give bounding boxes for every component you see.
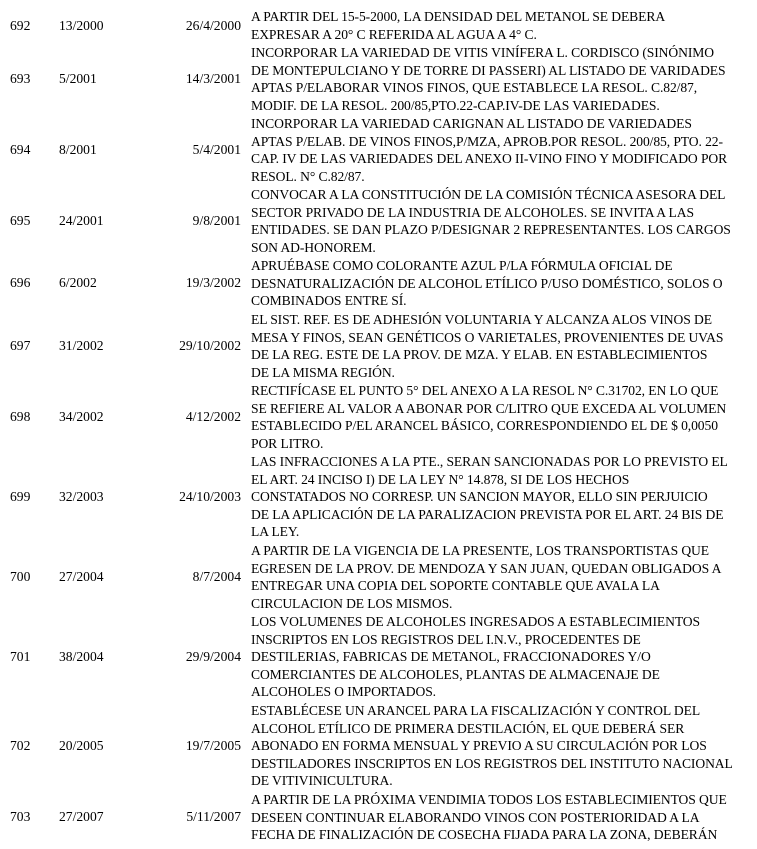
resolution-date: 4/12/2002 <box>185 409 241 425</box>
description-line: DESTILERIAS, FABRICAS DE METANOL, FRACCIONADORES Y/O <box>251 649 651 665</box>
description-line: CAP. IV DE LAS VARIEDADES DEL ANEXO II-VINO FINO Y MODIFICADO POR <box>251 151 728 167</box>
resolution-description <box>251 702 751 790</box>
resolution-number: 6/2002 <box>59 275 97 291</box>
description-line: MODIF. DE LA RESOL. 200/85,PTO.22-CAP.IV-DE LAS VARIEDADES. <box>251 97 660 113</box>
resolution-date: 26/4/2000 <box>185 17 241 33</box>
row-number: 699 <box>10 489 31 504</box>
description-line: DE LA MISMA REGIÓN. <box>251 364 395 380</box>
row-number: 698 <box>10 409 31 425</box>
description-line: ESTABLÉCESE UN ARANCEL PARA LA FISCALIZACIÓN Y CONTROL DEL <box>251 703 701 718</box>
description-line: ALCOHOL ETÍLICO DE PRIMERA DESTILACIÓN, EL QUE DEBERÁ SER <box>251 720 685 736</box>
description-line: SON AD-HONOREM. <box>251 239 376 255</box>
description-line: DE VITIVINICULTURA. <box>251 773 393 789</box>
description-line: RESOL. N° C.82/87. <box>251 168 365 184</box>
description-line: EL SIST. REF. ES DE ADHESIÓN VOLUNTARIA Y ALCANZA ALOS VINOS DE <box>251 312 712 327</box>
resolution-date: 29/10/2002 <box>179 338 241 354</box>
resolution-date: 24/10/2003 <box>179 489 241 504</box>
resolution-number: 31/2002 <box>59 338 104 354</box>
description-line: A PARTIR DE LA PRÓXIMA VENDIMIA TODOS LOS ESTABLECIMIENTOS QUE <box>251 792 727 807</box>
resolution-date: 19/7/2005 <box>185 738 241 753</box>
description-line: CONSTATADOS NO CORRESP. UN SANCION MAYOR, ELLO SIN PERJUICIO <box>251 489 708 505</box>
description-line: POR LITRO. <box>251 435 324 451</box>
resolution-number: 32/2003 <box>59 489 104 504</box>
row-number: 695 <box>10 213 31 229</box>
description-line: A PARTIR DE LA VIGENCIA DE LA PRESENTE, LOS TRANSPORTISTAS QUE <box>251 543 709 558</box>
description-line: CONVOCAR A LA CONSTITUCIÓN DE LA COMISIÓN TÉCNICA ASESORA DEL <box>251 187 726 202</box>
resolution-number: 20/2005 <box>59 738 104 753</box>
description-line: INSCRIPTOS EN LOS REGISTROS DEL I.N.V., PROCEDENTES DE <box>251 631 641 647</box>
description-line: INCORPORAR LA VARIEDAD DE VITIS VINÍFERA L. CORDISCO (SINÓNIMO <box>251 45 714 60</box>
resolution-description <box>251 257 751 310</box>
description-line: LAS INFRACCIONES A LA PTE., SERAN SANCIONADAS POR LO PREVISTO EL <box>251 454 728 469</box>
description-line: DE LA APLICACIÓN DE LA PARALIZACION PREVISTA POR EL ART. 24 BIS DE <box>251 506 724 522</box>
description-line: APTAS P/ELABORAR VINOS FINOS, QUE ESTABLECE LA RESOL. C.82/87, <box>251 80 698 96</box>
resolution-date: 9/8/2001 <box>192 213 241 229</box>
description-line: RECTIFÍCASE EL PUNTO 5° DEL ANEXO A LA RESOL N° C.31702, EN LO QUE <box>251 383 719 398</box>
resolution-date: 14/3/2001 <box>185 71 241 87</box>
row-number: 694 <box>10 142 31 158</box>
description-line: ALCOHOLES O IMPORTADOS. <box>251 684 436 700</box>
description-line: FECHA DE FINALIZACIÓN DE COSECHA FIJADA PARA LA ZONA, DEBERÁN <box>251 827 718 843</box>
description-line: DESEEN CONTINUAR ELABORANDO VINOS CON POSTERIORIDAD A LA <box>251 809 700 825</box>
description-line: LA LEY. <box>251 524 300 540</box>
resolution-date: 29/9/2004 <box>185 649 241 664</box>
resolution-date: 5/4/2001 <box>192 142 241 158</box>
description-line: ENTREGAR UNA COPIA DEL SOPORTE CONTABLE QUE AVALA LA <box>251 578 660 594</box>
resolution-date: 8/7/2004 <box>192 569 241 585</box>
resolution-number: 5/2001 <box>59 71 97 87</box>
row-number: 692 <box>10 17 31 33</box>
resolution-date: 19/3/2002 <box>185 275 241 291</box>
row-number: 693 <box>10 71 31 87</box>
resolution-description <box>251 791 751 844</box>
description-line: APRUÉBASE COMO COLORANTE AZUL P/LA FÓRMULA OFICIAL DE <box>251 258 673 273</box>
description-line: DE MONTEPULCIANO Y DE TORRE DI PASSERI) AL LISTADO DE VARIDADES <box>251 62 726 78</box>
description-line: ENTIDADES. SE DAN PLAZO P/DESIGNAR 2 REPRESENTANTES. LOS CARGOS <box>251 222 731 238</box>
description-line: DESTILADORES INSCRIPTOS EN LOS REGISTROS DEL INSTITUTO NACIONAL <box>251 755 733 771</box>
row-number: 701 <box>10 649 31 664</box>
description-line: INCORPORAR LA VARIEDAD CARIGNAN AL LISTADO DE VARIEDADES <box>251 116 692 131</box>
row-number: 696 <box>10 275 31 291</box>
description-line: ESTABLECIDO P/EL ARANCEL BÁSICO, CORRESPONDIENDO EL DE $ 0,0050 <box>251 418 718 434</box>
description-line: A PARTIR DEL 15-5-2000, LA DENSIDAD DEL METANOL SE DEBERA <box>251 9 666 24</box>
description-line: EGRESEN DE LA PROV. DE MENDOZA Y SAN JUAN, QUEDAN OBLIGADOS A <box>251 560 722 576</box>
resolution-number: 27/2004 <box>59 569 104 585</box>
resolution-description <box>251 8 751 43</box>
description-line: ABONADO EN FORMA MENSUAL Y PREVIO A SU CIRCULACIÓN POR LOS <box>251 738 707 754</box>
resolution-number: 34/2002 <box>59 409 104 425</box>
description-line: APTAS P/ELAB. DE VINOS FINOS,P/MZA, APROB.POR RESOL. 200/85, PTO. 22- <box>251 133 723 149</box>
resolution-description <box>251 453 751 541</box>
resolution-number: 13/2000 <box>59 17 104 33</box>
resolution-number: 8/2001 <box>59 142 97 158</box>
description-line: DE LA REG. ESTE DE LA PROV. DE MZA. Y ELAB. EN ESTABLECIMIENTOS <box>251 347 708 363</box>
row-number: 697 <box>10 338 31 354</box>
resolution-number: 38/2004 <box>59 649 104 664</box>
description-line: MESA Y FINOS, SEAN GENÉTICOS O VARIETALES, PROVENIENTES DE UVAS <box>251 329 724 345</box>
resolution-description <box>251 115 751 185</box>
row-number: 702 <box>10 738 31 753</box>
description-line: SECTOR PRIVADO DE LA INDUSTRIA DE ALCOHOLES. SE INVITA A LAS <box>251 204 694 220</box>
resolution-number: 27/2007 <box>59 809 104 825</box>
resolution-number: 24/2001 <box>59 213 104 229</box>
description-line: DESNATURALIZACIÓN DE ALCOHOL ETÍLICO P/USO DOMÉSTICO, SOLOS O <box>251 275 723 291</box>
resolution-description <box>251 311 751 381</box>
row-number: 700 <box>10 569 31 585</box>
resolution-description <box>251 186 751 256</box>
description-line: COMBINADOS ENTRE SÍ. <box>251 293 407 309</box>
description-line: LOS VOLUMENES DE ALCOHOLES INGRESADOS A ESTABLECIMIENTOS <box>251 614 700 629</box>
description-line: CIRCULACION DE LOS MISMOS. <box>251 595 453 611</box>
description-line: COMERCIANTES DE ALCOHOLES, PLANTAS DE ALMACENAJE DE <box>251 666 660 682</box>
resolution-date: 5/11/2007 <box>186 809 241 825</box>
row-number: 703 <box>10 809 31 825</box>
resolution-description <box>251 542 751 612</box>
description-line: SE REFIERE AL VALOR A ABONAR POR C/LITRO QUE EXCEDA AL VOLUMEN <box>251 400 727 416</box>
description-line: EL ART. 24 INCISO I) DE LA LEY N° 14.878, SI DE LOS HECHOS <box>251 471 630 487</box>
resolution-description <box>251 382 751 452</box>
description-line: EXPRESAR A 20° C REFERIDA AL AGUA A 4° C. <box>251 26 537 42</box>
resolution-description <box>251 613 751 701</box>
resolution-description <box>251 44 751 114</box>
